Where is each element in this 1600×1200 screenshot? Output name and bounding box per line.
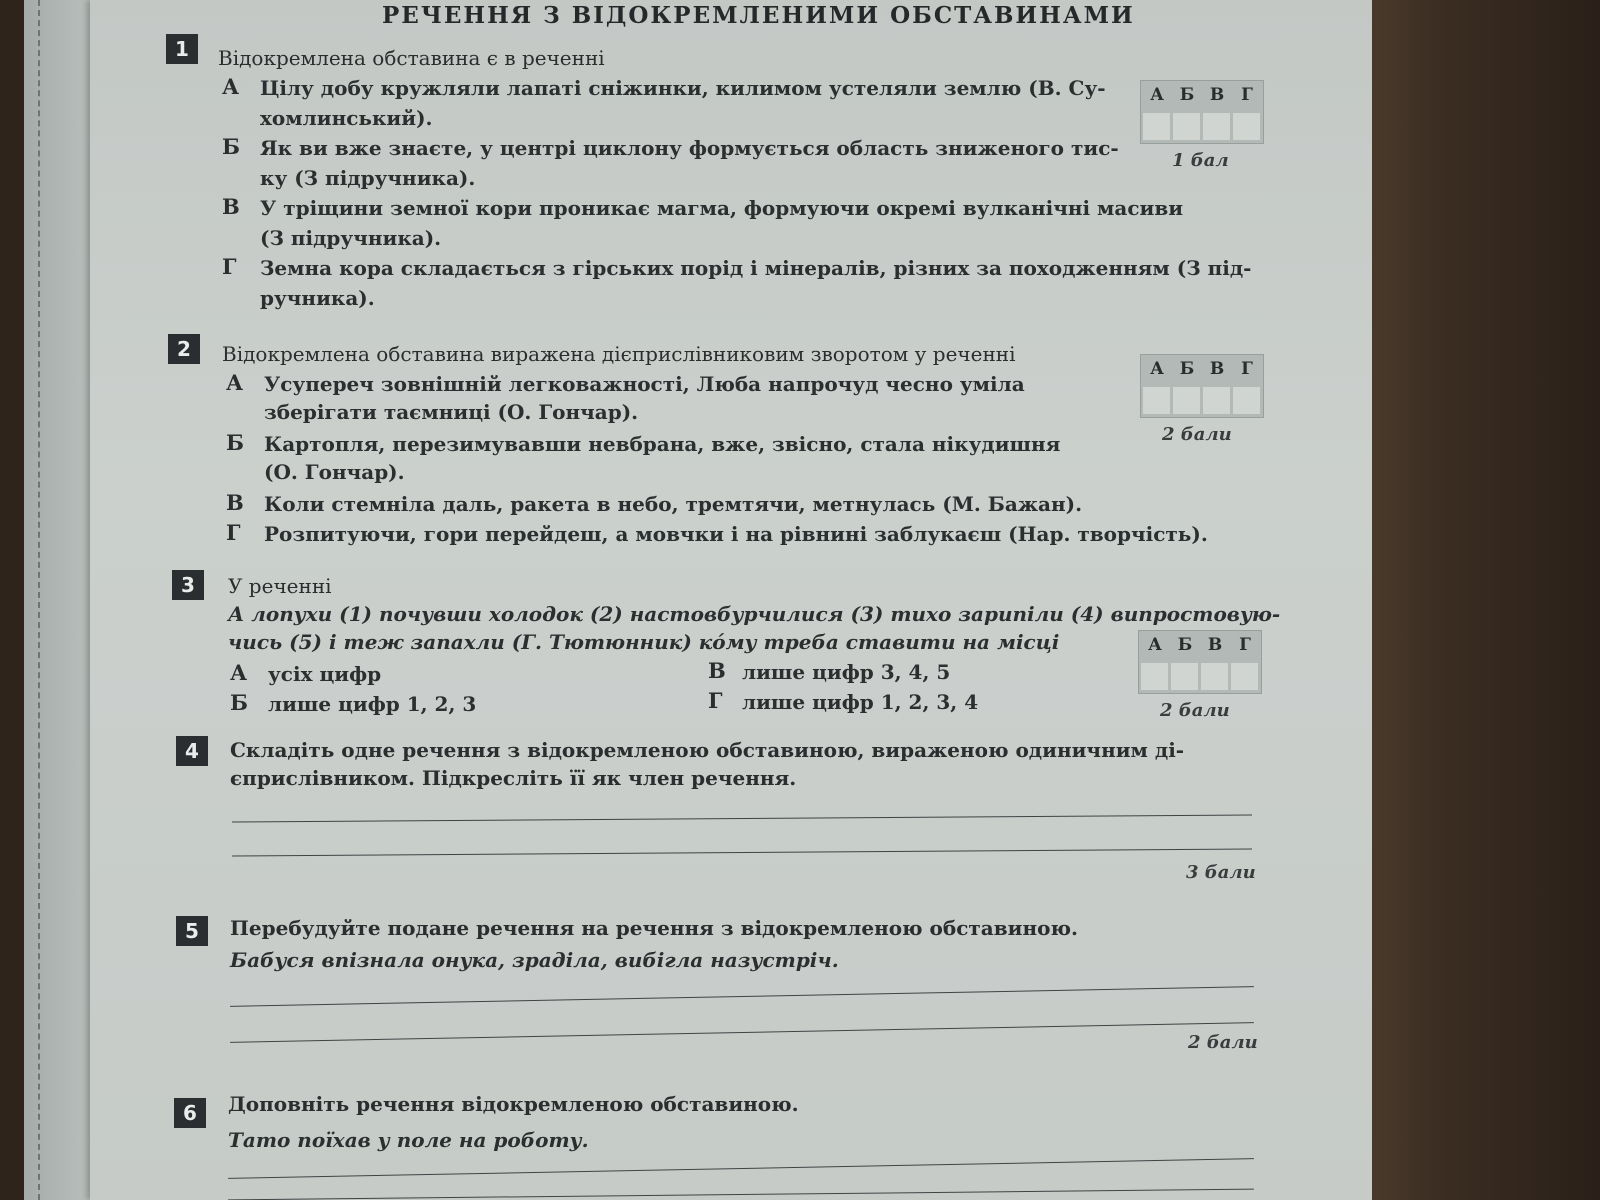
q5-answer-line-2[interactable]	[230, 1022, 1254, 1043]
question-2-number: 2	[168, 334, 200, 364]
q3-option-b-letter: Б	[230, 690, 248, 715]
worksheet-page	[90, 0, 1372, 1200]
answer-cell-a[interactable]	[1143, 113, 1170, 140]
question-5-number: 5	[176, 916, 208, 946]
answer-cell-v[interactable]	[1203, 113, 1230, 140]
q1-option-v-line2: (З підручника).	[260, 226, 442, 250]
q2-option-a-line2: зберігати таємниці (О. Гончар).	[264, 400, 639, 424]
grid-header-g: Г	[1239, 635, 1251, 655]
answer-cell-a[interactable]	[1141, 663, 1168, 690]
q2-answer-grid	[1140, 354, 1264, 418]
q3-option-g-text: лише цифр 1, 2, 3, 4	[742, 690, 979, 714]
q2-option-a-line1: Усупереч зовнішній легковажності, Люба напрочуд чесно уміла	[264, 372, 1025, 396]
q3-answer-grid	[1138, 630, 1262, 694]
q3-option-b-text: лише цифр 1, 2, 3	[268, 692, 477, 716]
answer-cell-v[interactable]	[1201, 663, 1228, 690]
q1-option-v-line1: У тріщини земної кори проникає магма, формуючи окремі вулканічні масиви	[260, 196, 1184, 220]
grid-header-v: В	[1209, 359, 1225, 379]
q1-option-a-line1: Цілу добу кружляли лапаті сніжинки, килимом устеляли землю (В. Су-	[260, 76, 1106, 100]
grid-header-b: Б	[1179, 85, 1195, 105]
question-6-number: 6	[174, 1098, 206, 1128]
question-4-line1: Складіть одне речення з відокремленою обставиною, вираженою одиничним ді-	[230, 738, 1185, 762]
question-6-prompt: Доповніть речення відокремленою обставиною.	[228, 1092, 799, 1116]
grid-header-v: В	[1207, 635, 1223, 655]
q6-answer-line-2[interactable]	[228, 1189, 1254, 1200]
grid-header-a: А	[1148, 635, 1162, 655]
q1-option-a-letter: А	[222, 74, 240, 99]
q1-option-v-letter: В	[222, 194, 240, 219]
q2-option-b-line1: Картопля, перезимувавши невбрана, вже, звісно, стала нікудишня	[264, 432, 1061, 456]
q1-option-g-letter: Г	[222, 254, 237, 279]
q1-option-a-line2: хомлинський).	[260, 106, 433, 130]
q1-option-b-line2: ку (З підручника).	[260, 166, 476, 190]
q1-score: 1 бал	[1172, 150, 1229, 171]
answer-cell-g[interactable]	[1231, 663, 1258, 690]
q5-score: 2 бали	[1188, 1032, 1258, 1053]
grid-header-b: Б	[1179, 359, 1195, 379]
q1-option-b-line1: Як ви вже знаєте, у центрі циклону формується область зниженого тис-	[260, 136, 1119, 160]
q3-option-v-letter: В	[708, 658, 726, 683]
grid-header-g: Г	[1241, 85, 1253, 105]
q4-score: 3 бали	[1186, 862, 1256, 883]
q2-option-g-line1: Розпитуючи, гори перейдеш, а мовчки і на рівнині заблукаєш (Нар. творчість).	[264, 522, 1208, 546]
q3-score: 2 бали	[1160, 700, 1230, 721]
q2-score: 2 бали	[1162, 424, 1232, 445]
answer-cell-b[interactable]	[1173, 387, 1200, 414]
answer-cell-a[interactable]	[1143, 387, 1170, 414]
q1-option-g-line1: Земна кора складається з гірських порід і мінералів, різних за походженням (З під-	[260, 256, 1252, 280]
q2-option-v-line1: Коли стемніла даль, ракета в небо, тремтячи, метнулась (М. Бажан).	[264, 492, 1083, 516]
question-3-prompt: У реченні	[228, 574, 332, 598]
q2-option-b-letter: Б	[226, 430, 244, 455]
grid-header-g: Г	[1241, 359, 1253, 379]
q5-answer-line-1[interactable]	[230, 986, 1254, 1007]
answer-cell-b[interactable]	[1171, 663, 1198, 690]
q3-sentence-line1: А лопухи (1) почувши холодок (2) настовбурчилися (3) тихо зарипіли (4) випростовую-	[228, 602, 1281, 626]
grid-header-b: Б	[1177, 635, 1193, 655]
q3-option-v-text: лише цифр 3, 4, 5	[742, 660, 951, 684]
page-title: РЕЧЕННЯ З ВІДОКРЕМЛЕНИМИ ОБСТАВИНАМИ	[382, 2, 1135, 29]
grid-header-a: А	[1150, 85, 1164, 105]
question-3-number: 3	[172, 570, 204, 600]
q2-option-v-letter: В	[226, 490, 244, 515]
answer-cell-b[interactable]	[1173, 113, 1200, 140]
answer-cell-g[interactable]	[1233, 387, 1260, 414]
q6-sentence: Тато поїхав у поле на роботу.	[228, 1128, 589, 1152]
answer-cell-v[interactable]	[1203, 387, 1230, 414]
desk-right	[1372, 0, 1600, 1200]
perforation-line	[38, 0, 40, 1200]
grid-header-a: А	[1150, 359, 1164, 379]
q4-answer-line-1[interactable]	[232, 814, 1252, 822]
q3-option-g-letter: Г	[708, 688, 723, 713]
q6-answer-line-1[interactable]	[228, 1158, 1254, 1179]
q2-option-g-letter: Г	[226, 520, 241, 545]
question-5-prompt: Перебудуйте подане речення на речення з відокремленою обставиною.	[230, 916, 1078, 940]
q1-option-b-letter: Б	[222, 134, 240, 159]
question-1-prompt: Відокремлена обставина є в реченні	[218, 46, 605, 70]
q2-option-a-letter: А	[226, 370, 244, 395]
question-4-number: 4	[176, 736, 208, 766]
q3-option-a-letter: А	[230, 660, 248, 685]
question-4-line2: єприслівником. Підкресліть її як член речення.	[230, 766, 797, 790]
q2-option-b-line2: (О. Гончар).	[264, 460, 405, 484]
q4-answer-line-2[interactable]	[232, 848, 1252, 856]
answer-cell-g[interactable]	[1233, 113, 1260, 140]
q5-sentence: Бабуся впізнала онука, зраділа, вибігла назустріч.	[230, 948, 839, 972]
question-1-number: 1	[166, 34, 198, 64]
grid-header-v: В	[1209, 85, 1225, 105]
q3-option-a-text: усіх цифр	[268, 662, 382, 686]
question-2-prompt: Відокремлена обставина виражена дієприслівниковим зворотом у реченні	[222, 342, 1016, 366]
q1-option-g-line2: ручника).	[260, 286, 375, 310]
q1-answer-grid	[1140, 80, 1264, 144]
q3-sentence-line2: чись (5) і теж запахли (Г. Тютюнник) кóму треба ставити на місці	[228, 630, 1060, 654]
